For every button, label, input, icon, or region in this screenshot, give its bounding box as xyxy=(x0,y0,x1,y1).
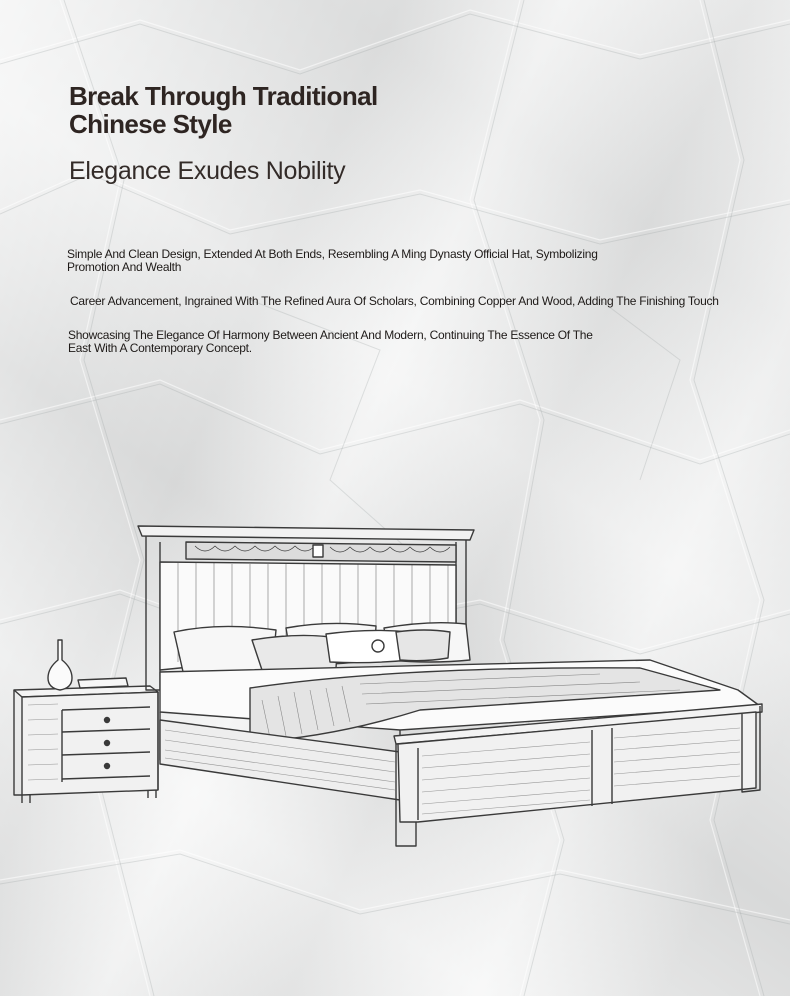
page-title: Break Through Traditional Chinese Style xyxy=(69,81,378,139)
page-subtitle: Elegance Exudes Nobility xyxy=(69,157,346,185)
description-paragraph-2: Career Advancement, Ingrained With The Refined Aura Of Scholars, Combining Copper And Wood, Adding The Finishing Touch xyxy=(70,294,719,308)
description-paragraph-1: Simple And Clean Design, Extended At Both Ends, Resembling A Ming Dynasty Official Hat, Symbolizing Promotion And Wealth xyxy=(67,247,598,274)
nightstand-sketch xyxy=(14,640,158,803)
description-paragraph-3: Showcasing The Elegance Of Harmony Between Ancient And Modern, Continuing The Essence Of The East With A Contemporary Concept. xyxy=(68,328,593,355)
bed-sketch-illustration xyxy=(0,515,790,860)
